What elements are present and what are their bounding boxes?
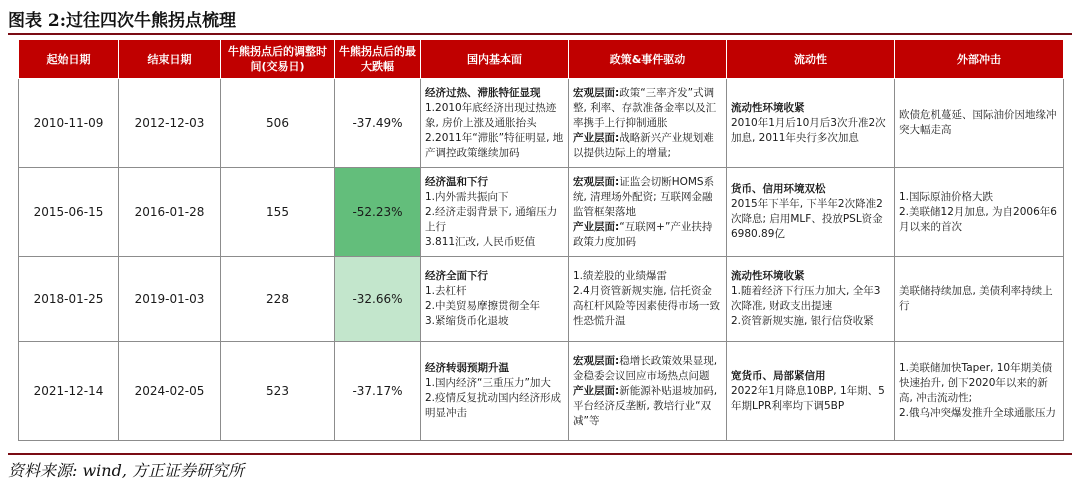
policy-text: 稳增长政策效果显现, 金稳委会议回应市场热点问题 <box>573 354 718 382</box>
adjust-days-cell: 155 <box>221 168 335 257</box>
liquidity-line: 1.随着经济下行压力加大, 全年3次降准, 财政支出提速 <box>731 285 881 312</box>
external-line: 1.国际原油价格大跌 <box>899 190 994 203</box>
header-end-date: 结束日期 <box>119 40 221 79</box>
policy-item <box>573 86 722 131</box>
header-external: 外部冲击 <box>895 40 1064 79</box>
liquidity-line: 2022年1月降息10BP, 1年期、5年期LPR利率均下调5BP <box>731 384 885 412</box>
fundamentals-line: 2.2011年“滞胀”特征明显, 地产调控政策继续加码 <box>425 131 564 159</box>
liquidity-line: 2015年下半年, 下半年2次降准2次降息; 启用MLF、投放PSL资金6980.89亿 <box>731 198 883 240</box>
policy-text: 政策“三率齐发”式调整, 利率、存款准备金率以及汇率携手上行抑制通胀 <box>573 86 717 129</box>
fundamentals-heading: 经济全面下行 <box>425 270 488 282</box>
liquidity-cell <box>727 257 895 342</box>
fundamentals-line: 1.内外需共振向下 <box>425 190 509 203</box>
external-line: 1.美联储加快Taper, 10年期美债快速抬升, 创下2020年以来的新高, 冲击流动性; <box>899 362 1053 404</box>
table-row <box>19 79 1064 168</box>
policy-label: 宏观层面: <box>573 86 620 99</box>
fundamentals-line: 3.紧缩货币化退坡 <box>425 315 509 327</box>
policy-text: 战略新兴产业规划难以提供边际上的增量; <box>573 131 714 159</box>
liquidity-cell <box>727 168 895 257</box>
fundamentals-heading: 经济温和下行 <box>425 175 488 188</box>
page-title: 图表 2:过往四次牛熊拐点梳理 <box>8 11 237 31</box>
policy-label: 产业层面: <box>573 220 620 233</box>
policy-item <box>573 220 722 250</box>
policy-cell <box>569 79 727 168</box>
table-row <box>19 342 1064 441</box>
policy-cell <box>569 257 727 342</box>
bull-bear-table <box>18 39 1064 441</box>
source-note: 资料来源: wind, 方正证券研究所 <box>8 461 245 480</box>
external-line: 美联储持续加息, 美债利率持续上行 <box>899 285 1053 312</box>
header-adjust-days: 牛熊拐点后的调整时间(交易日) <box>221 40 335 79</box>
adjust-days-cell: 228 <box>221 257 335 342</box>
fundamentals-heading: 经济过热、滞胀特征显现 <box>425 86 541 99</box>
fundamentals-line: 3.811汇改, 人民币贬值 <box>425 235 536 248</box>
external-line: 欧债危机蔓延、国际油价因地缘冲突大幅走高 <box>899 109 1057 136</box>
liquidity-line: 2010年1月后10月后3次升准2次加息, 2011年央行多次加息 <box>731 116 886 144</box>
policy-text: 证监会切断HOMS系统, 清理场外配资; 互联网金融监管框架落地 <box>573 175 715 218</box>
liquidity-heading: 流动性环境收紧 <box>731 270 805 282</box>
fundamentals-line: 1.国内经济“三重压力”加大 <box>425 377 551 389</box>
liquidity-line: 2.资管新规实施, 银行信贷收紧 <box>731 315 874 327</box>
start-date-cell: 2015-06-15 <box>19 168 119 257</box>
drawdown-cell: -37.17% <box>335 342 421 441</box>
external-cell <box>895 168 1064 257</box>
external-cell <box>895 342 1064 441</box>
header-fundamentals: 国内基本面 <box>421 40 569 79</box>
policy-cell <box>569 342 727 441</box>
external-cell <box>895 257 1064 342</box>
drawdown-cell: -52.23% <box>335 168 421 257</box>
table-row <box>19 168 1064 257</box>
policy-text: 1.绩差股的业绩爆雷 <box>573 270 668 282</box>
policy-item <box>573 175 722 220</box>
end-date-cell: 2016-01-28 <box>119 168 221 257</box>
policy-item <box>573 269 722 284</box>
start-date-cell: 2018-01-25 <box>19 257 119 342</box>
end-date-cell: 2012-12-03 <box>119 79 221 168</box>
end-date-cell: 2019-01-03 <box>119 257 221 342</box>
liquidity-heading: 宽货币、局部紧信用 <box>731 369 826 382</box>
policy-label: 宏观层面: <box>573 175 620 188</box>
header-max-drawdown: 牛熊拐点后的最大跌幅 <box>335 40 421 79</box>
policy-item <box>573 131 722 161</box>
external-line: 2.俄乌冲突爆发推升全球通胀压力 <box>899 407 1057 419</box>
table-row <box>19 257 1064 342</box>
policy-text: 新能源补贴退坡加码, 平台经济反垄断, 教培行业“双减”等 <box>573 384 718 427</box>
table-header-row <box>19 40 1064 79</box>
adjust-days-cell: 506 <box>221 79 335 168</box>
end-date-cell: 2024-02-05 <box>119 342 221 441</box>
fundamentals-cell <box>421 168 569 257</box>
header-start-date: 起始日期 <box>19 40 119 79</box>
fundamentals-heading: 经济转弱预期升温 <box>425 362 509 374</box>
policy-text: “互联网+”产业扶持政策力度加码 <box>573 220 713 248</box>
policy-item <box>573 384 722 429</box>
start-date-cell: 2021-12-14 <box>19 342 119 441</box>
policy-label: 产业层面: <box>573 131 620 144</box>
adjust-days-cell: 523 <box>221 342 335 441</box>
fundamentals-cell <box>421 342 569 441</box>
fundamentals-line: 2.疫情反复扰动国内经济形成明显冲击 <box>425 392 562 419</box>
header-policy: 政策&事件驱动 <box>569 40 727 79</box>
liquidity-cell <box>727 79 895 168</box>
policy-cell <box>569 168 727 257</box>
liquidity-heading: 流动性环境收紧 <box>731 101 805 114</box>
footer-divider <box>8 453 1072 455</box>
liquidity-cell <box>727 342 895 441</box>
fundamentals-cell <box>421 79 569 168</box>
policy-item <box>573 354 722 384</box>
policy-text: 2.4月资管新规实施, 信托资金高杠杆风险等因素使得市场一致性恐慌升温 <box>573 285 720 327</box>
external-cell <box>895 79 1064 168</box>
header-liquidity: 流动性 <box>727 40 895 79</box>
policy-item <box>573 284 722 329</box>
title-divider <box>8 33 1072 35</box>
fundamentals-line: 2.经济走弱背景下, 通缩压力上行 <box>425 205 558 233</box>
drawdown-cell: -37.49% <box>335 79 421 168</box>
fundamentals-cell <box>421 257 569 342</box>
policy-label: 宏观层面: <box>573 354 620 367</box>
fundamentals-line: 2.中美贸易摩擦贯彻全年 <box>425 300 541 312</box>
policy-label: 产业层面: <box>573 384 620 397</box>
liquidity-heading: 货币、信用环境双松 <box>731 183 826 195</box>
drawdown-cell: -32.66% <box>335 257 421 342</box>
fundamentals-line: 1.2010年底经济出现过热迹象, 房价上涨及通胀抬头 <box>425 101 557 129</box>
fundamentals-line: 1.去杠杆 <box>425 285 467 297</box>
start-date-cell: 2010-11-09 <box>19 79 119 168</box>
external-line: 2.美联储12月加息, 为自2006年6月以来的首次 <box>899 205 1057 233</box>
